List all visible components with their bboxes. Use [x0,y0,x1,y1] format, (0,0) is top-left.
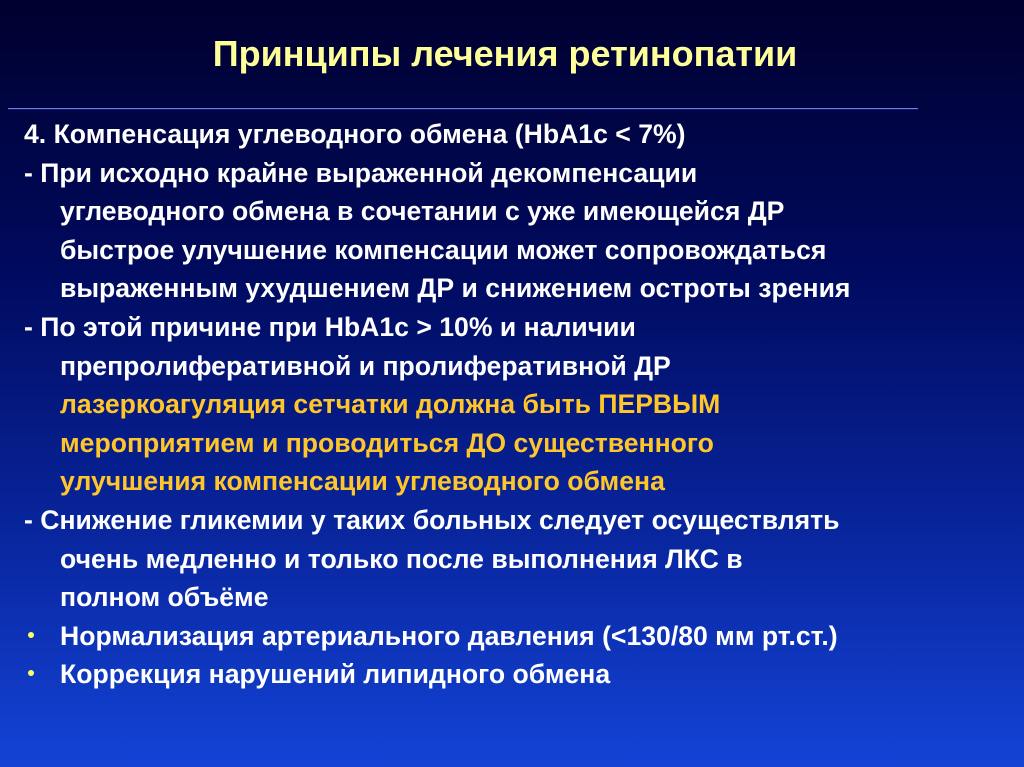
bullet-dot-icon [28,632,34,638]
bullet-text: Коррекция нарушений липидного обмена [60,659,611,690]
point-hba1c-line-2: препролиферативной и пролиферативной ДР [60,350,671,381]
point-4-heading: 4. Компенсация углеводного обмена (HbA1c < 7%) [24,119,686,149]
point-decompensation-line-4: выраженным ухудшением ДР и снижением остроты зрения [60,273,851,304]
point-glycemia-line-1: - Снижение гликемии у таких больных следует осуществлять [24,504,840,535]
point-hba1c-line-1: - По этой причине при HbA1c > 10% и наличии [24,311,636,342]
point-glycemia-line-2: очень медленно и только после выполнения ЛКС в [60,543,743,574]
point-decompensation-line-3: быстрое улучшение компенсации может сопровождаться [60,234,827,265]
laser-highlight-line-1: лазеркоагуляция сетчатки должна быть ПЕРВЫМ [60,389,721,420]
point-decompensation-line-2: углеводного обмена в сочетании с уже имеющейся ДР [60,196,785,227]
laser-highlight-line-2: мероприятием и проводиться ДО существенного [60,427,714,458]
title-divider [8,108,918,110]
slide-title: Принципы лечения ретинопатии [212,33,798,74]
bullet-dot-icon [28,670,34,676]
bullet-text: Нормализация артериального давления (<130/80 мм рт.ст.) [60,620,838,651]
laser-highlight-line-3: улучшения компенсации углеводного обмена [60,466,665,497]
slide-body [24,115,1014,694]
bullet-item-lipids [24,655,1014,694]
bullet-item-blood-pressure [24,617,1014,656]
point-decompensation-line-1: - При исходно крайне выраженной декомпенсации [24,157,698,188]
point-glycemia-line-3: полном объёме [60,582,269,613]
